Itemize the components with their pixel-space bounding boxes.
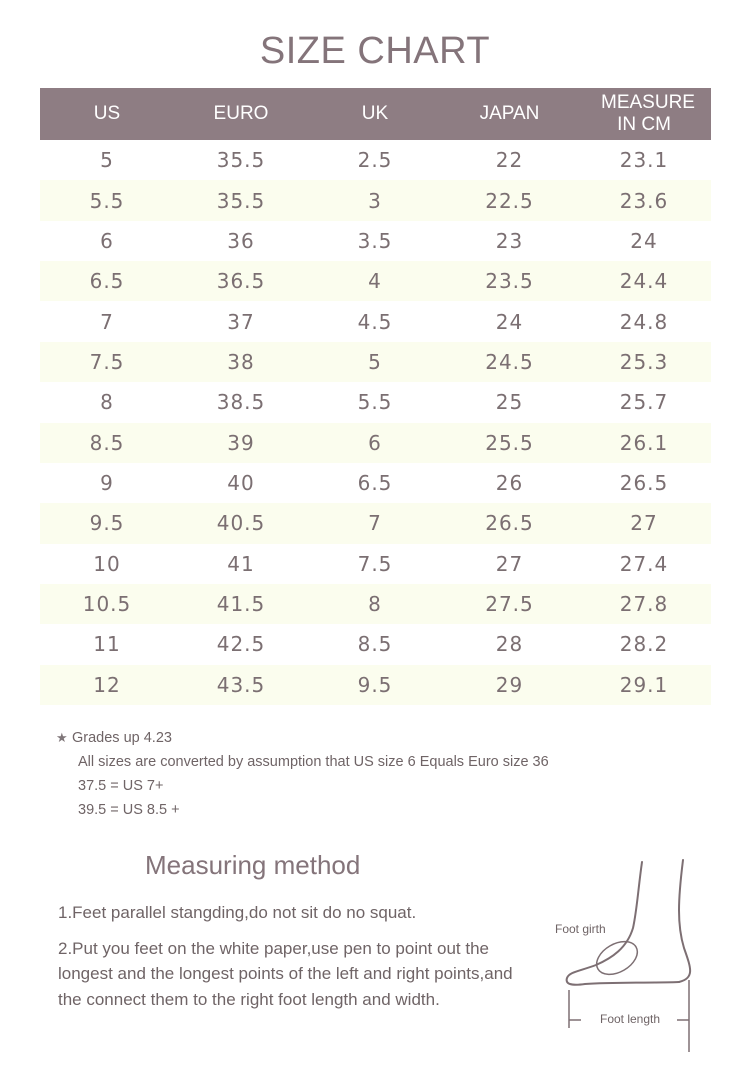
foot-diagram — [545, 850, 735, 1060]
table-cell: 3 — [368, 188, 382, 213]
table-row — [40, 665, 711, 705]
table-cell: 3.5 — [357, 228, 393, 253]
table-cell: 9.5 — [357, 672, 393, 697]
table-cell: 28 — [495, 632, 524, 657]
table-cell: 40 — [227, 471, 255, 496]
table-cell: 7.5 — [357, 551, 393, 576]
table-cell: 4 — [368, 269, 382, 294]
table-cell: 7 — [368, 511, 382, 536]
note-euro-395: 39.5 = US 8.5 + — [78, 802, 180, 818]
foot-girth-label: Foot girth — [555, 922, 606, 936]
table-row — [40, 503, 711, 543]
table-cell: 26.1 — [619, 430, 669, 455]
table-cell: 41 — [227, 551, 255, 576]
table-cell: 24.8 — [619, 309, 669, 334]
table-cell: 22 — [495, 148, 524, 173]
table-cell: 6 — [368, 430, 382, 455]
table-cell: 41.5 — [216, 592, 266, 617]
table-cell: 8 — [100, 390, 114, 415]
table-row — [40, 624, 711, 664]
size-chart-table — [40, 88, 711, 705]
table-cell: 39 — [227, 430, 255, 455]
table-cell: 6 — [100, 228, 114, 253]
measuring-step-1: 1.Feet parallel stangding,do not sit do no squat. — [58, 903, 417, 922]
table-cell: 25 — [495, 390, 524, 415]
header-japan: JAPAN — [479, 103, 540, 125]
table-cell: 11 — [93, 632, 121, 657]
note-grades-text: Grades up 4.23 — [72, 730, 172, 746]
table-row — [40, 301, 711, 341]
measuring-method-title: Measuring method — [145, 850, 361, 880]
table-cell: 37 — [227, 309, 255, 334]
table-row — [40, 584, 711, 624]
measuring-steps — [58, 900, 528, 1022]
note-euro-375: 37.5 = US 7+ — [78, 778, 164, 794]
table-cell: 23.1 — [619, 148, 669, 173]
table-cell: 24 — [630, 228, 658, 253]
table-cell: 6.5 — [89, 269, 125, 294]
note-conversion: All sizes are converted by assumption that US size 6 Equals Euro size 36 — [78, 754, 549, 770]
table-cell: 29.1 — [619, 672, 669, 697]
table-cell: 36 — [227, 228, 255, 253]
table-cell: 35.5 — [216, 148, 266, 173]
table-cell: 24.4 — [619, 269, 669, 294]
table-cell: 8.5 — [89, 430, 125, 455]
table-row — [40, 140, 711, 180]
measuring-step-2: 2.Put you feet on the white paper,use pen to point out the longest and the longest points of the left and right points,and the connect them to the right foot length and width. — [58, 938, 513, 1009]
table-cell: 25.5 — [485, 430, 534, 455]
size-notes — [56, 726, 549, 822]
table-cell: 7.5 — [89, 349, 125, 374]
table-cell: 23.5 — [485, 269, 534, 294]
header-euro: EURO — [213, 103, 269, 125]
table-cell: 29 — [495, 672, 524, 697]
table-cell: 2.5 — [357, 148, 393, 173]
table-header-row — [40, 88, 711, 140]
table-cell: 25.7 — [619, 390, 669, 415]
foot-length-label: Foot length — [600, 1012, 661, 1026]
table-cell: 27 — [630, 511, 658, 536]
table-cell: 25.3 — [619, 349, 669, 374]
table-cell: 26 — [495, 471, 524, 496]
table-cell: 36.5 — [216, 269, 266, 294]
table-cell: 35.5 — [216, 188, 266, 213]
table-row — [40, 423, 711, 463]
table-cell: 5.5 — [89, 188, 125, 213]
table-cell: 8.5 — [357, 632, 393, 657]
table-cell: 9 — [100, 471, 114, 496]
table-cell: 38 — [227, 349, 255, 374]
table-cell: 22.5 — [485, 188, 534, 213]
table-cell: 5 — [368, 349, 382, 374]
table-cell: 27.4 — [619, 551, 669, 576]
table-cell: 42.5 — [216, 632, 266, 657]
table-cell: 24 — [495, 309, 524, 334]
table-cell: 24.5 — [485, 349, 534, 374]
table-row — [40, 221, 711, 261]
table-row — [40, 342, 711, 382]
table-cell: 26.5 — [485, 511, 534, 536]
table-cell: 12 — [93, 672, 121, 697]
table-cell: 4.5 — [357, 309, 393, 334]
table-cell: 23.6 — [619, 188, 669, 213]
table-cell: 27.8 — [619, 592, 669, 617]
table-cell: 26.5 — [619, 471, 669, 496]
table-row — [40, 261, 711, 301]
table-cell: 27.5 — [485, 592, 534, 617]
table-cell: 27 — [495, 551, 524, 576]
table-cell: 9.5 — [89, 511, 125, 536]
star-icon: ★ — [56, 730, 68, 745]
table-cell: 6.5 — [357, 471, 393, 496]
table-cell: 10.5 — [82, 592, 132, 617]
table-cell: 23 — [495, 228, 524, 253]
table-cell: 10 — [93, 551, 121, 576]
table-row — [40, 544, 711, 584]
header-measure-cm: MEASURE IN CM — [601, 92, 695, 135]
table-cell: 7 — [100, 309, 114, 334]
table-cell: 40.5 — [216, 511, 266, 536]
table-cell: 5.5 — [357, 390, 393, 415]
page-title: SIZE CHART — [259, 30, 491, 72]
table-cell: 8 — [368, 592, 382, 617]
table-cell: 5 — [100, 148, 114, 173]
header-us: US — [93, 103, 121, 125]
table-row — [40, 180, 711, 220]
table-cell: 43.5 — [216, 672, 266, 697]
foot-illustration-icon — [545, 850, 735, 1060]
note-grades — [56, 726, 549, 750]
table-row — [40, 382, 711, 422]
table-row — [40, 463, 711, 503]
table-cell: 38.5 — [216, 390, 266, 415]
header-uk: UK — [361, 103, 389, 125]
table-cell: 28.2 — [619, 632, 669, 657]
